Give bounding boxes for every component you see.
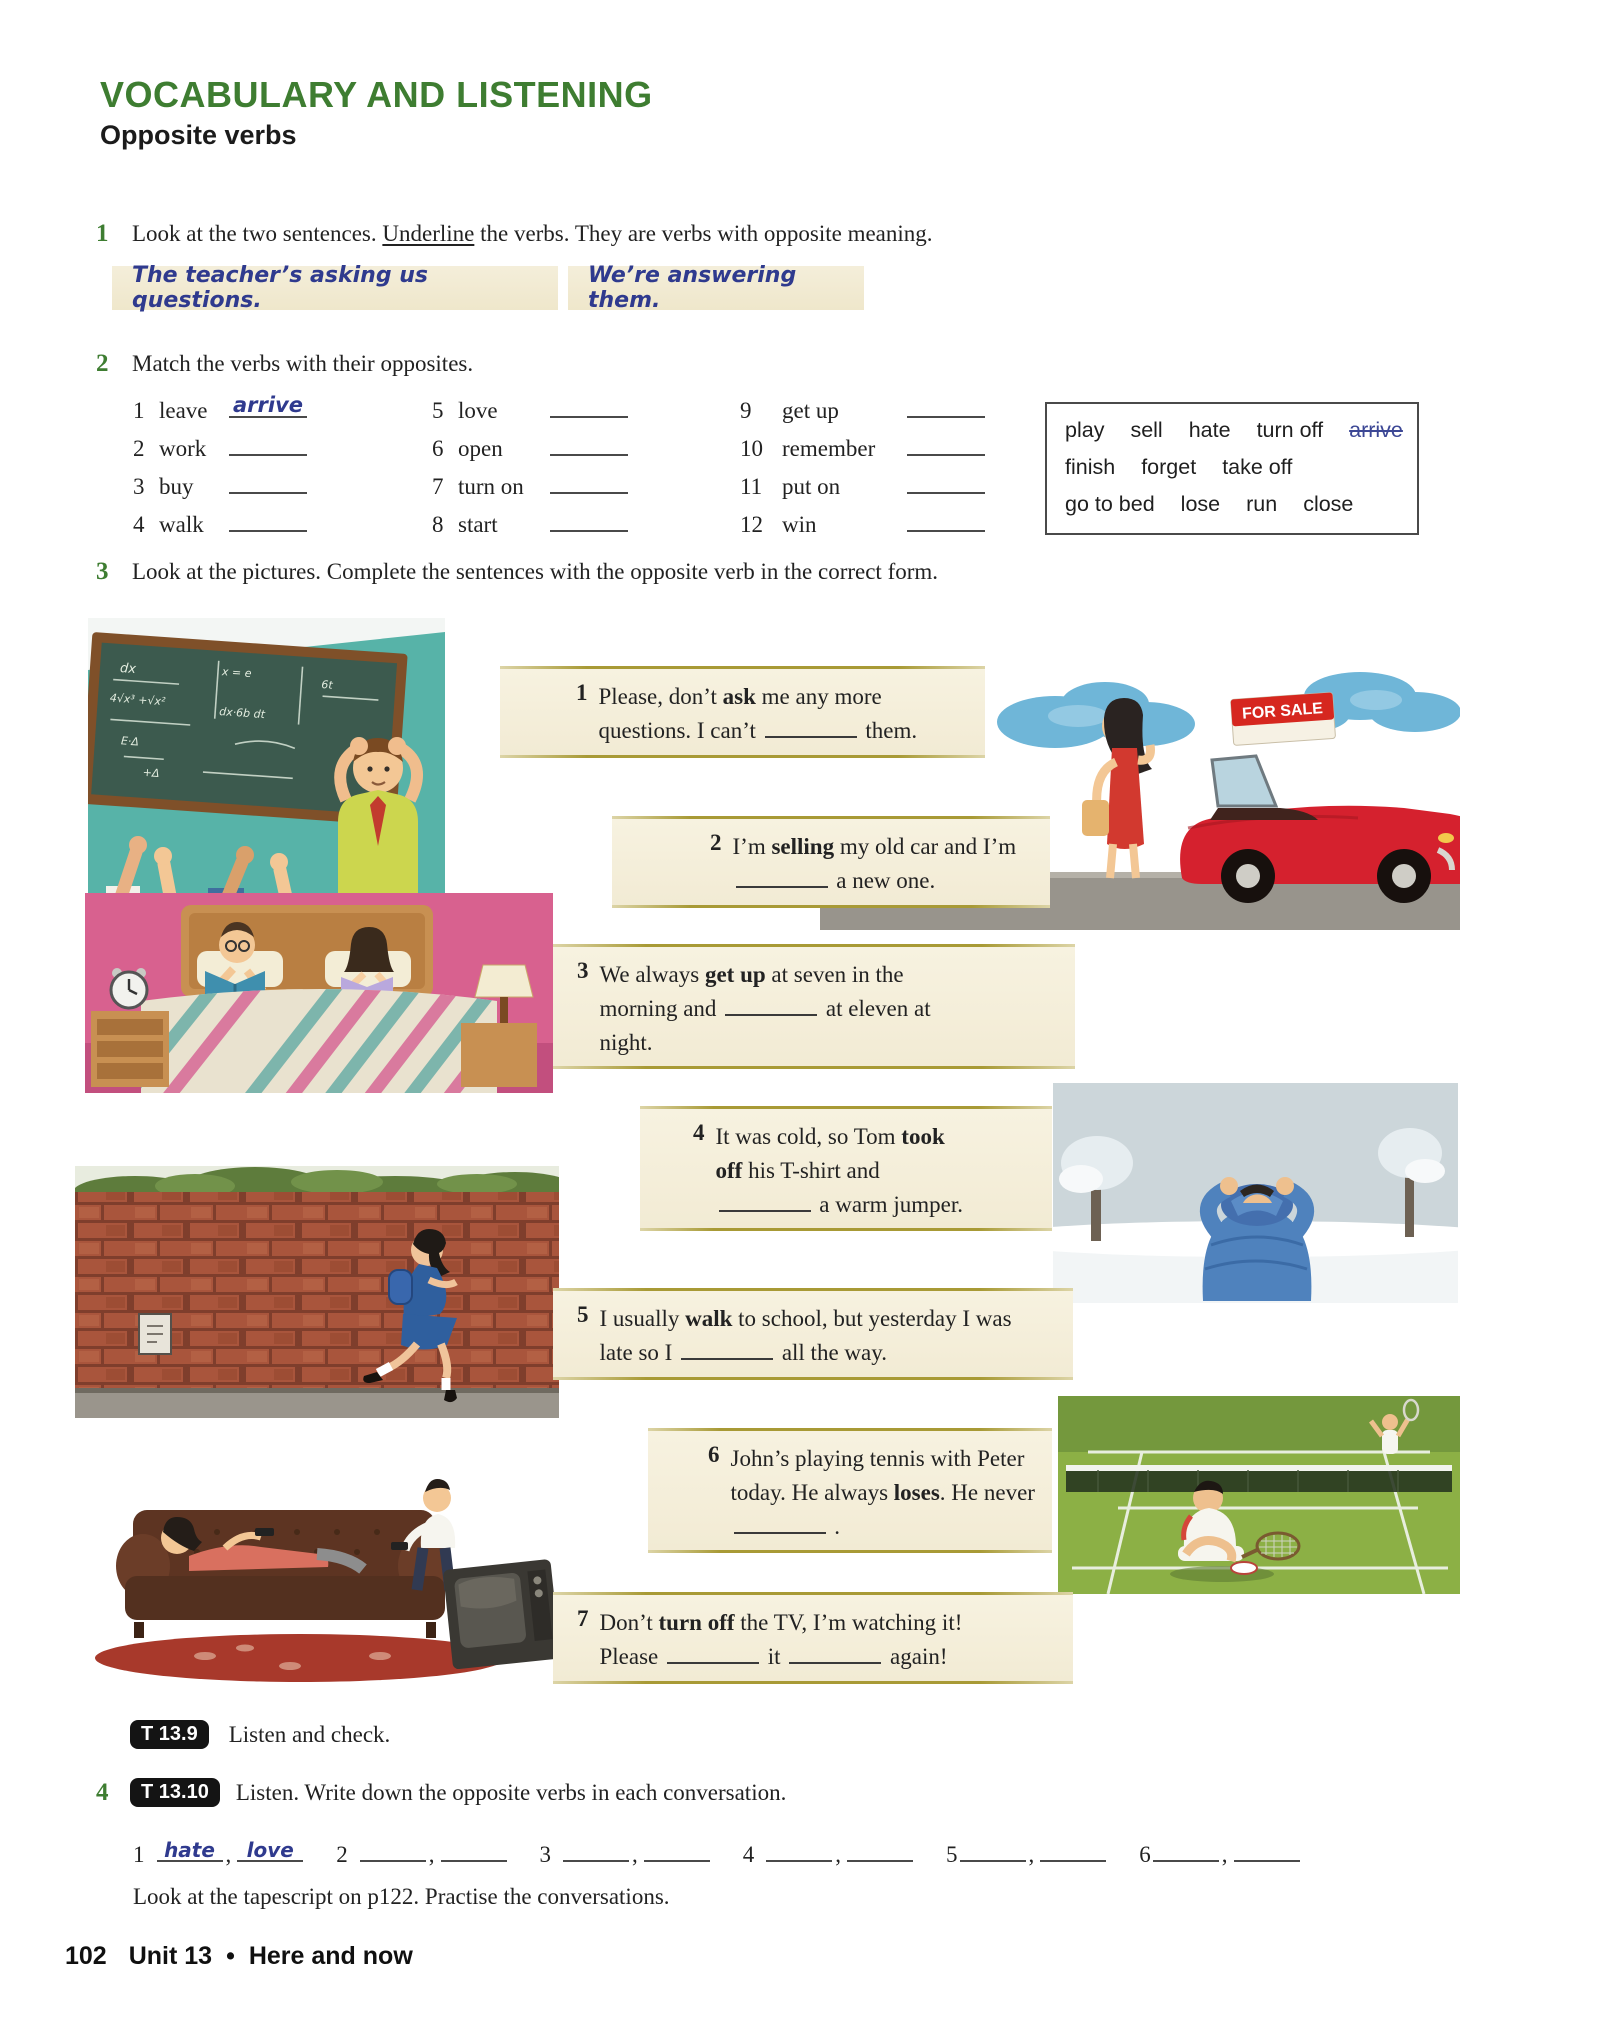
word-box-row-1 (1065, 412, 1403, 449)
answer-blank (550, 504, 628, 532)
answer-number: 2 (336, 1842, 348, 1867)
page-footer (65, 1942, 413, 1971)
svg-text:6t: 6t (320, 678, 334, 692)
verb-item-7 (432, 466, 628, 504)
word: sell (1130, 418, 1163, 442)
man-pulling-jumper (1203, 1177, 1312, 1301)
example-sentence-b (568, 263, 864, 313)
unit-title: Here and now (248, 1942, 413, 1970)
sentence-number: 7 (577, 1606, 589, 1631)
verb-item-1 (133, 390, 307, 428)
fill-blank (734, 1520, 826, 1534)
verb-label: put on (782, 474, 841, 499)
exercise-3 (96, 558, 938, 586)
fill-blank (736, 874, 828, 888)
sentence-fragment: my old car and I’m (834, 834, 1017, 859)
answer-blank (360, 1836, 426, 1862)
tennis-net (1066, 1465, 1452, 1492)
exercise-3-instruction: Look at the pictures. Complete the sentences with the opposite verb in the correct form. (132, 559, 939, 584)
verb-label: turn on (458, 474, 524, 499)
word: turn off (1256, 418, 1324, 442)
sentence-fragment: a warm jumper. (813, 1192, 963, 1217)
page-subtitle: Opposite verbs (100, 120, 297, 150)
comma: , (428, 1842, 435, 1867)
tennis-loser-scene (1058, 1396, 1460, 1594)
audio-track-badge: T 13.9 (130, 1720, 209, 1749)
sentence-number: 3 (577, 958, 589, 983)
sentence-number: 1 (576, 680, 588, 705)
answer-blank (229, 504, 307, 532)
answer-blank (550, 428, 628, 456)
answer-blank (847, 1836, 913, 1862)
verb-label: leave (159, 398, 208, 423)
answer-group-1 (133, 1836, 303, 1868)
answer-number: 5 (946, 1842, 958, 1867)
brick-wall (75, 1192, 559, 1388)
unit-label: Unit 13 (128, 1942, 213, 1970)
tapescript-note: Look at the tapescript on p122. Practise the conversations. (133, 1884, 670, 1909)
exercise-3-number: 3 (96, 558, 109, 585)
sentence-fragment: I usually (599, 1306, 686, 1331)
fill-blank (667, 1650, 759, 1664)
instruction-text: Look at the two sentences. (132, 221, 383, 246)
running-girl-illustration (75, 1166, 559, 1418)
word: finish (1065, 455, 1116, 479)
answer-group-6 (1139, 1836, 1299, 1868)
bold-verb: walk (685, 1306, 733, 1331)
word-crossed-out: arrive (1349, 418, 1403, 442)
verb-item-9 (740, 390, 985, 428)
verb-label: win (782, 512, 817, 537)
handwritten-answer: arrive (232, 393, 303, 417)
page-title: VOCABULARY AND LISTENING (100, 74, 653, 115)
sentence-text (733, 830, 1033, 898)
bed-illustration (85, 893, 553, 1093)
bullet-separator: • (226, 1942, 235, 1970)
sentence-fragment: . (828, 1514, 840, 1539)
sentence-fragment: to school, but yesterday I was late so I (599, 1306, 1012, 1365)
answer-blank (157, 1836, 223, 1862)
answer-blank (237, 1836, 303, 1862)
word-box-row-2 (1065, 449, 1399, 486)
verb-label: love (458, 398, 498, 423)
bold-verb: ask (722, 684, 756, 709)
word: hate (1188, 418, 1231, 442)
bold-verb: selling (771, 834, 835, 859)
sentence-banner-6 (648, 1428, 1052, 1553)
verb-item-10 (740, 428, 985, 466)
sentence-fragment: me any more questions. I can’t (598, 684, 882, 743)
tennis-illustration (1058, 1396, 1460, 1594)
answer-blank (1040, 1836, 1106, 1862)
verb-item-8 (432, 504, 628, 542)
verb-item-5 (432, 390, 628, 428)
svg-text:dx·6b dt: dx·6b dt (218, 705, 266, 722)
answer-blank (229, 390, 307, 418)
sentence-fragment: I’m (732, 834, 772, 859)
svg-text:x = e: x = e (221, 665, 252, 681)
svg-text:4√x³ +√x²: 4√x³ +√x² (109, 691, 166, 709)
sentence-banner-4 (640, 1106, 1052, 1231)
sentence-banner-1 (500, 666, 985, 758)
comma: , (835, 1842, 841, 1867)
page-number: 102 (65, 1942, 107, 1970)
sentence-banner-3 (553, 944, 1075, 1069)
sentence-number: 2 (710, 830, 722, 855)
verb-label: open (458, 436, 503, 461)
sentence-fragment: . He never (939, 1480, 1035, 1505)
verb-number: 12 (740, 512, 763, 537)
example-sentence-a-text: The teacher’s asking us questions. (132, 263, 428, 313)
sentence-fragment: again! (884, 1644, 948, 1669)
word: go to bed (1065, 492, 1155, 516)
answer-blank (441, 1836, 507, 1862)
exercise-1 (96, 220, 933, 248)
bold-verb: took off (715, 1124, 945, 1183)
sentence-text (731, 1442, 1041, 1544)
answer-blank (563, 1836, 629, 1862)
exercise-4 (96, 1778, 786, 1807)
svg-text:dx: dx (119, 660, 137, 678)
svg-text:+Δ: +Δ (142, 765, 160, 780)
sentence-number: 4 (693, 1120, 705, 1145)
underlined-word: Underline (382, 221, 475, 246)
word-box-row-3 (1065, 486, 1399, 523)
answer-blank (550, 466, 628, 494)
answer-blank (907, 390, 985, 418)
verb-item-6 (432, 428, 628, 466)
sentence-fragment: It was cold, so Tom (715, 1124, 902, 1149)
sentence-fragment: a new one. (830, 868, 936, 893)
exercise-2-number: 2 (96, 350, 109, 377)
verb-item-2 (133, 428, 307, 466)
word-box (1045, 402, 1419, 535)
svg-text:E·Δ: E·Δ (120, 734, 140, 749)
verb-number: 2 (133, 436, 145, 461)
man-putting-on-jumper-scene (1053, 1083, 1458, 1303)
word: run (1246, 492, 1278, 516)
comma: , (632, 1842, 638, 1867)
word: close (1303, 492, 1354, 516)
verb-label: remember (782, 436, 876, 461)
verb-number: 1 (133, 398, 145, 423)
word: play (1065, 418, 1105, 442)
answer-group-3 (540, 1836, 710, 1868)
verb-item-4 (133, 504, 307, 542)
answer-group-5 (946, 1836, 1106, 1868)
comma: , (1221, 1842, 1228, 1867)
word: forget (1141, 455, 1197, 479)
listen-check-label: Listen and check. (228, 1721, 391, 1747)
verb-number: 7 (432, 474, 444, 499)
example-sentence-b-text: We’re answering them. (588, 263, 797, 313)
rug (95, 1634, 505, 1682)
verb-number: 10 (740, 436, 763, 461)
verb-number: 5 (432, 398, 444, 423)
answer-number: 3 (539, 1842, 551, 1867)
answer-blank (1153, 1836, 1219, 1862)
sentence-fragment: We always (599, 962, 705, 987)
verb-item-12 (740, 504, 985, 542)
bold-verb: loses (893, 1480, 940, 1505)
handwritten-answer: hate (164, 1838, 215, 1862)
sentence-text (599, 680, 947, 748)
exercise-4-number: 4 (96, 1778, 109, 1806)
answer-blank (907, 428, 985, 456)
answer-blank (644, 1836, 710, 1862)
sentence-fragment: at eleven at night. (599, 996, 931, 1055)
exercise-4-instruction: Listen. Write down the opposite verbs in each conversation. (235, 1779, 787, 1805)
sentence-text (716, 1120, 974, 1222)
sentence-text (600, 1606, 1000, 1674)
snow-jumper-illustration (1053, 1083, 1458, 1303)
verb-column-1 (133, 390, 307, 542)
fill-blank (789, 1650, 881, 1664)
answer-blank (229, 428, 307, 456)
for-sale-sign (1231, 692, 1336, 745)
handwritten-answer: love (246, 1838, 294, 1862)
answer-blank (960, 1836, 1026, 1862)
classroom-illustration (88, 618, 445, 906)
answer-number: 6 (1139, 1842, 1151, 1867)
answer-blank (907, 504, 985, 532)
sentence-fragment: the TV, I’m watching it! Please (599, 1610, 963, 1669)
sentence-fragment: his T-shirt and (742, 1158, 880, 1183)
sentence-banner-2 (612, 816, 1050, 908)
answer-blank (907, 466, 985, 494)
couple-reading-in-bed-scene (85, 893, 553, 1093)
fill-blank (681, 1346, 773, 1360)
verb-number: 3 (133, 474, 145, 499)
exercise-1-number: 1 (96, 220, 109, 247)
verb-number: 11 (740, 474, 763, 499)
answer-blank (1234, 1836, 1300, 1862)
verb-column-2 (432, 390, 628, 542)
sentence-fragment: it (762, 1644, 787, 1669)
answer-blank (550, 390, 628, 418)
sentence-fragment: John’s playing tennis with Peter today. He always (730, 1446, 1025, 1505)
left-nightstand (91, 1011, 169, 1087)
instruction-text: the verbs. They are verbs with opposite meaning. (474, 221, 933, 246)
word: take off (1222, 455, 1293, 479)
audio-track-badge: T 13.10 (130, 1778, 220, 1807)
fill-blank (719, 1198, 811, 1212)
answer-blank (229, 466, 307, 494)
wall-sign (139, 1314, 171, 1354)
verb-number: 6 (432, 436, 444, 461)
answer-group-4 (743, 1836, 913, 1868)
example-sentence-a (112, 263, 558, 313)
verb-label: start (458, 512, 498, 537)
verb-item-3 (133, 466, 307, 504)
bold-verb: turn off (658, 1610, 735, 1635)
girl-running-past-wall-scene (75, 1166, 559, 1418)
sentence-text (600, 1302, 1024, 1370)
sofa-tv-illustration (85, 1426, 563, 1684)
verb-number: 4 (133, 512, 145, 537)
answer-blank (766, 1836, 832, 1862)
conversation-answers-row (133, 1836, 1300, 1868)
verb-label: walk (159, 512, 204, 537)
verb-number: 9 (740, 398, 752, 423)
verb-number: 8 (432, 512, 444, 537)
exercise-2 (96, 350, 473, 378)
alarm-clock (111, 968, 147, 1008)
bold-verb: get up (704, 962, 766, 987)
exercise-1-instruction (132, 221, 933, 247)
verb-label: work (159, 436, 207, 461)
sentence-fragment: them. (859, 718, 918, 743)
sentence-fragment: all the way. (776, 1340, 887, 1365)
comma: , (1028, 1842, 1035, 1867)
verb-label: buy (159, 474, 194, 499)
answer-group-2 (336, 1836, 506, 1868)
sentence-number: 6 (708, 1442, 720, 1467)
fill-blank (765, 724, 857, 738)
classroom-scene (88, 618, 445, 906)
television (443, 1559, 561, 1670)
word: lose (1180, 492, 1221, 516)
sentence-banner-5 (553, 1288, 1073, 1380)
verb-item-11 (740, 466, 985, 504)
answer-number: 4 (742, 1842, 755, 1867)
verb-column-3 (740, 390, 985, 542)
sentence-number: 5 (577, 1302, 589, 1327)
comma: , (225, 1842, 232, 1867)
sentence-fragment: at seven in the morning and (599, 962, 904, 1021)
svg-text:FOR SALE: FOR SALE (1241, 700, 1324, 723)
sentence-fragment: Don’t (599, 1610, 659, 1635)
exercise-2-instruction: Match the verbs with their opposites. (132, 351, 474, 376)
answer-number: 1 (133, 1842, 145, 1867)
fill-blank (725, 1002, 817, 1016)
sentence-text (600, 958, 938, 1060)
verb-label: get up (782, 398, 839, 423)
sentence-banner-7 (553, 1592, 1073, 1684)
sentence-fragment: Please, don’t (598, 684, 723, 709)
couple-watching-tv-scene (85, 1426, 563, 1684)
listen-and-check-row (130, 1720, 390, 1749)
